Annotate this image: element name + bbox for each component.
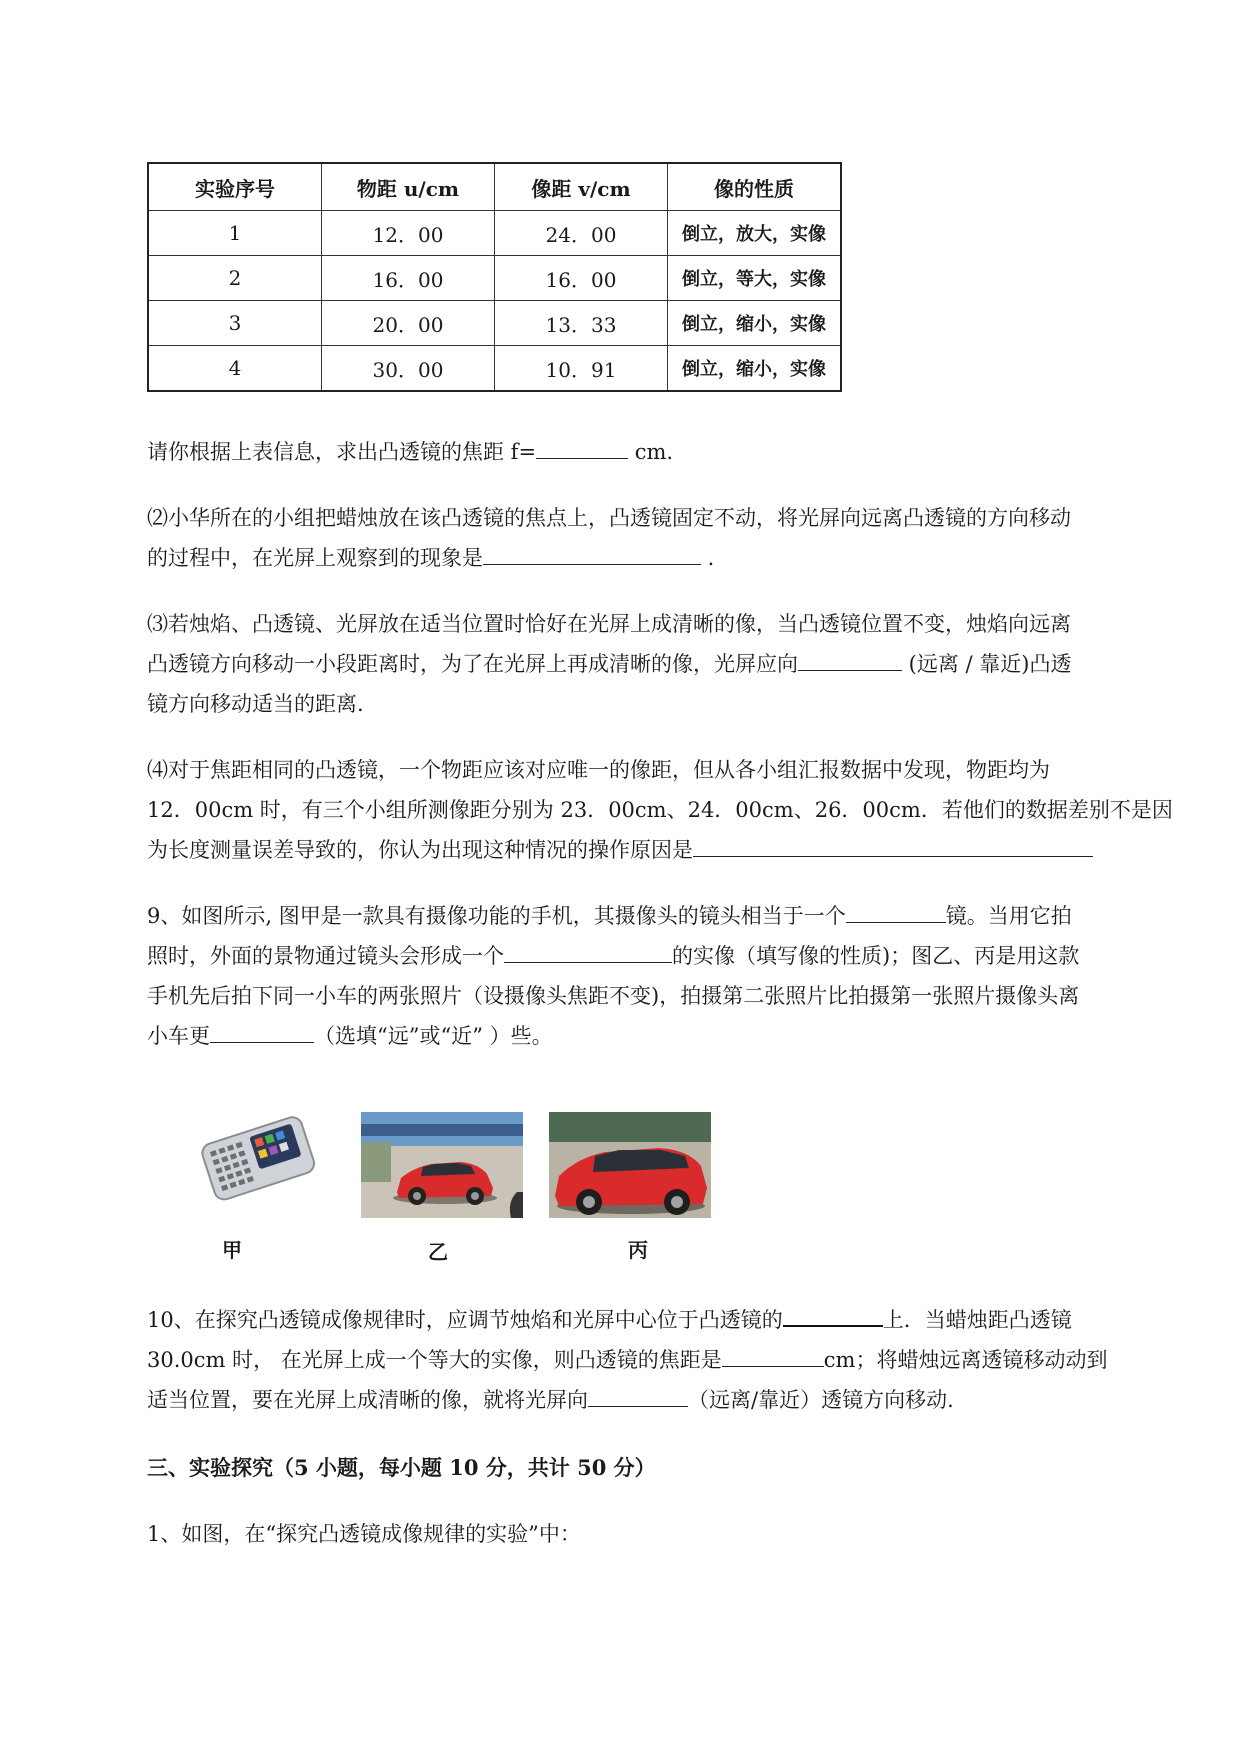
table-cell: 4 [148, 346, 322, 392]
table-cell: 3 [148, 301, 322, 346]
q9-line3: 手机先后拍下同一小车的两张照片（设摄像头焦距不变)，拍摄第二张照片比拍摄第一张照片摄像头离 [147, 984, 1080, 1008]
q8-part4-line2: 12．00cm 时，有三个小组所测像距分别为 23．00cm、24．00cm、26．00cm．若他们的数据差别不是因 [147, 798, 1173, 822]
q9-line2-end: 的实像（填写像的性质)；图乙、丙是用这款 [672, 944, 1080, 968]
table-row [148, 211, 841, 256]
q8-part4-line3: 为长度测量误差导致的，你认为出现这种情况的操作原因是 [147, 838, 693, 862]
q9-line4-end: （选填“远”或“近” ）些。 [314, 1024, 553, 1048]
q9-line1: 9、如图所示, 图甲是一款具有摄像功能的手机，其摄像头的镜头相当于一个 [147, 904, 846, 928]
answer-blank[interactable] [693, 832, 1093, 857]
q8-part1-unit: cm. [628, 440, 674, 464]
q8-part3 [147, 604, 1147, 724]
table-cell: 倒立，缩小，实像 [668, 301, 842, 346]
answer-blank[interactable] [210, 1018, 314, 1043]
q10-line1-end: 上．当蜡烛距凸透镜 [882, 1308, 1072, 1332]
answer-blank[interactable] [846, 898, 946, 923]
table-header: 物距 u/cm [322, 163, 495, 211]
q9 [147, 896, 1147, 1056]
q8-part3-line1: ⑶若烛焰、凸透镜、光屏放在适当位置时恰好在光屏上成清晰的像，当凸透镜位置不变，烛焰向远离 [147, 612, 1071, 636]
q8-part1 [147, 432, 1147, 472]
caption-jia: 甲 [222, 1238, 242, 1262]
q9-line4: 小车更 [147, 1024, 210, 1048]
q9-line1-end: 镜。当用它拍 [945, 904, 1072, 928]
answer-blank[interactable] [722, 1342, 824, 1367]
section-heading: 三、实验探究（5 小题，每小题 10 分，共计 50 分） [147, 1455, 656, 1480]
q1-text: 1、如图，在“探究凸透镜成像规律的实验”中： [147, 1522, 581, 1546]
caption-yi: 乙 [428, 1240, 448, 1264]
car-photo-near [549, 1112, 711, 1218]
answer-blank[interactable] [504, 938, 672, 963]
q8-part4 [147, 750, 1173, 870]
table-cell: 16．00 [322, 256, 495, 301]
q8-part2-line1: ⑵小华所在的小组把蜡烛放在该凸透镜的焦点上，凸透镜固定不动，将光屏向远离凸透镜的方向移动 [147, 506, 1071, 530]
table-cell: 倒立，等大，实像 [668, 256, 842, 301]
caption-bing: 丙 [628, 1238, 648, 1262]
q8-part3-line2: 凸透镜方向移动一小段距离时，为了在光屏上再成清晰的像，光屏应向 [147, 652, 798, 676]
q8-part3-line2-end: (远离 / 靠近)凸透 [902, 652, 1072, 676]
q8-part1-text: 请你根据上表信息，求出凸透镜的焦距 f= [147, 440, 537, 464]
answer-blank[interactable] [588, 1382, 688, 1407]
q8-part2-end: . [701, 546, 715, 570]
table-cell: 2 [148, 256, 322, 301]
table-cell: 倒立，缩小，实像 [668, 346, 842, 392]
q10-line2-end: cm；将蜡烛远离透镜移动动到 [823, 1348, 1108, 1372]
table-cell: 20．00 [322, 301, 495, 346]
table-cell: 30．00 [322, 346, 495, 392]
table-row [148, 346, 841, 392]
car-photo-far [361, 1112, 523, 1218]
lens-data-table [147, 162, 842, 392]
answer-blank[interactable] [536, 434, 628, 459]
table-header: 实验序号 [148, 163, 322, 211]
answer-blank[interactable] [483, 540, 701, 565]
table-row [148, 256, 841, 301]
table-cell: 13．33 [495, 301, 668, 346]
q10-line2: 30.0cm 时， 在光屏上成一个等大的实像，则凸透镜的焦距是 [147, 1348, 722, 1372]
q8-part3-line3: 镜方向移动适当的距离. [147, 692, 364, 716]
q8-part2 [147, 498, 1147, 578]
table-header: 像距 v/cm [495, 163, 668, 211]
table-header: 像的性质 [668, 163, 842, 211]
q8-part2-line2: 的过程中，在光屏上观察到的现象是 [147, 546, 483, 570]
q10 [147, 1300, 1147, 1420]
q9-line2: 照时，外面的景物通过镜头会形成一个 [147, 944, 504, 968]
table-cell: 倒立，放大，实像 [668, 211, 842, 256]
table-cell: 10．91 [495, 346, 668, 392]
q8-part4-line1: ⑷对于焦距相同的凸透镜，一个物距应该对应唯一的像距，但从各小组汇报数据中发现，物距均为 [147, 758, 1050, 782]
table-cell: 1 [148, 211, 322, 256]
table-cell: 16．00 [495, 256, 668, 301]
table-cell: 24．00 [495, 211, 668, 256]
phone-image [192, 1112, 320, 1204]
q10-line3-end: （远离/靠近）透镜方向移动. [688, 1388, 954, 1412]
table-cell: 12．00 [322, 211, 495, 256]
q10-line1: 10、在探究凸透镜成像规律时，应调节烛焰和光屏中心位于凸透镜的 [147, 1308, 783, 1332]
table-row [148, 301, 841, 346]
q10-line3: 适当位置，要在光屏上成清晰的像，就将光屏向 [147, 1388, 588, 1412]
table-header-row [148, 163, 841, 211]
answer-blank[interactable] [798, 646, 902, 671]
answer-blank[interactable] [783, 1301, 883, 1327]
